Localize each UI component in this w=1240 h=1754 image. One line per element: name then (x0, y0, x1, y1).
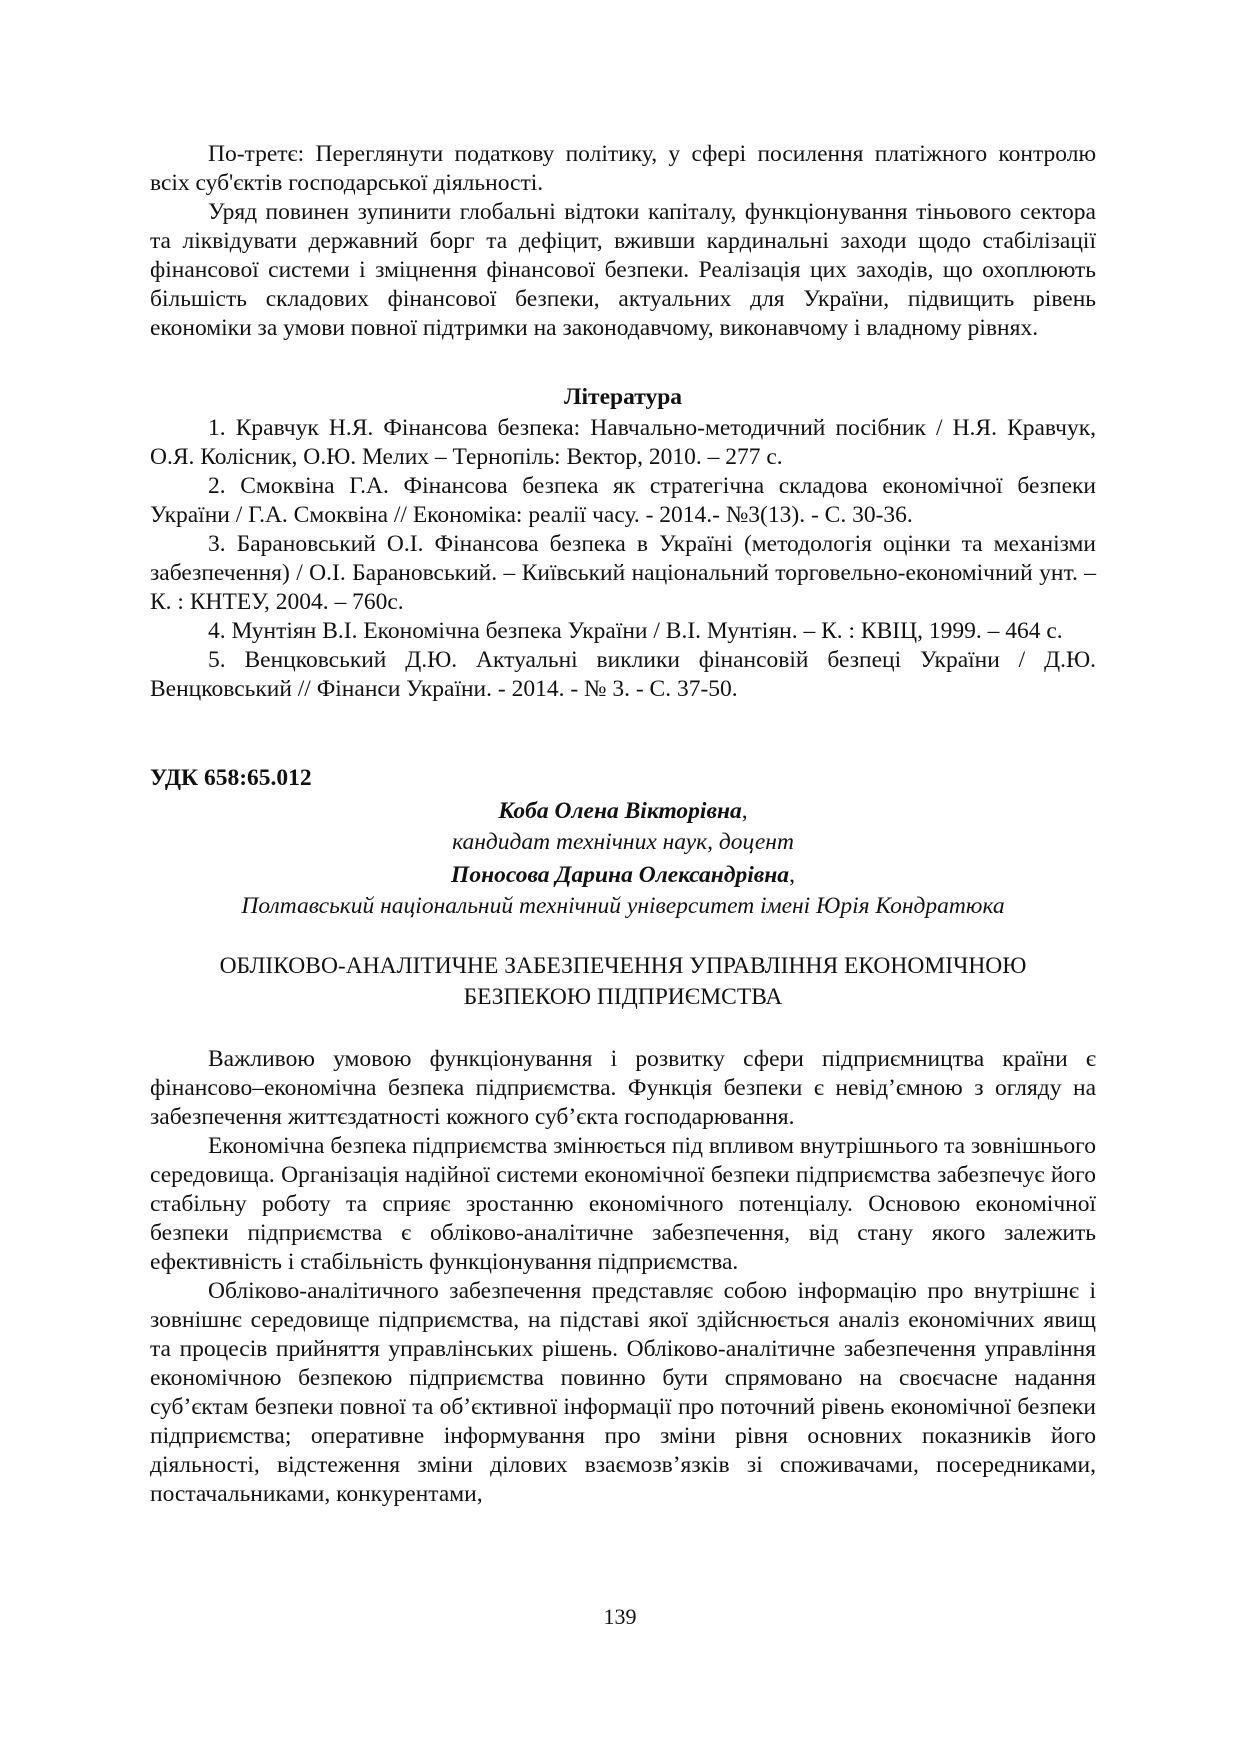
author-name-2: Поносова Дарина Олександрівна, (451, 862, 795, 888)
literature-item: 3. Барановський О.І. Фінансова безпека в Україні (методологія оцінки та механізми забезпечення) / О.І. Барановський. – Київський національний торговельно-економічний унт. – К. : КНТЕУ, 2004. – 760с. (150, 531, 1096, 615)
article-paragraph: Обліково-аналітичного забезпечення представляє собою інформацію про внутрішнє і зовнішнє середовище підприємства, на підставі якої здійснюється аналіз економічних явищ та процесів прийняття управлінських рішень. Обліково-аналітичне забезпечення управління економічною безпекою підприємства повинно бути спрямовано на своєчасне надання суб’єктам безпеки повної та об’єктивної інформації про поточний рівень економічної безпеки підприємства; оперативне інформування про зміни рівня основних показників його діяльності, відстеження зміни ділових взаємозв’язків зі споживачами, посередниками, постачальниками, конкурентами, (150, 1278, 1096, 1507)
literature-list (150, 414, 1096, 704)
literature-item: 1. Кравчук Н.Я. Фінансова безпека: Навчально-методичний посібник / Н.Я. Кравчук, О.Я. Колісник, О.Ю. Мелих – Тернопіль: Вектор, 2010. – 277 с. (150, 415, 1096, 470)
intro-paragraph: По-третє: Переглянути податкову політику, у сфері посилення платіжного контролю всіх суб'єктів господарської діяльності. (150, 141, 1096, 196)
article-paragraph: Важливою умовою функціонування і розвитку сфери підприємництва країни є фінансово–економічна безпека підприємства. Функція безпеки є невід’ємною з огляду на забезпечення життєздатності кожного суб’єкта господарювання. (150, 1046, 1096, 1130)
intro-paragraph: Уряд повинен зупинити глобальні відтоки капіталу, функціонування тіньового сектора та ліквідувати державний борг та дефіцит, вживши кардинальні заходи щодо стабілізації фінансової системи і зміцнення фінансової безпеки. Реалізація цих заходів, що охоплюють більшість складових фінансової безпеки, актуальних для України, підвищить рівень економіки за умови повної підтримки на законодавчому, виконавчому і владному рівнях. (150, 199, 1096, 341)
page-number: 139 (603, 1604, 637, 1629)
article-paragraph: Економічна безпека підприємства змінюється під впливом внутрішнього та зовнішнього середовища. Організація надійної системи економічної безпеки підприємства забезпечує його стабільну роботу та сприяє зростанню економічного потенціалу. Основою економічної безпеки підприємства є обліково-аналітичне забезпечення, від стану якого залежить ефективність і стабільність функціонування підприємства. (150, 1133, 1096, 1275)
article-title (150, 951, 1096, 1013)
udk-code: УДК 658:65.012 (150, 765, 312, 791)
author-title-1: кандидат технічних наук, доцент (452, 829, 794, 855)
page-body (150, 140, 1096, 1509)
literature-item: 2. Смоквіна Г.А. Фінансова безпека як стратегічна складова економічної безпеки України / Г.А. Смоквіна // Економіка: реалії часу. - 2014.- №3(13). - С. 30-36. (150, 473, 1096, 528)
literature-heading: Література (563, 384, 683, 410)
article-title-line-2: БЕЗПЕКОЮ ПІДПРИЄМСТВА (463, 984, 783, 1010)
literature-item: 4. Мунтіян В.І. Економічна безпека України / В.І. Мунтіян. – К. : КВІЦ, 1999. – 464 с. (208, 618, 1063, 644)
author-affiliation: Полтавський національний технічний університет імені Юрія Кондратюка (241, 893, 1005, 919)
article-title-line-1: ОБЛІКОВО-АНАЛІТИЧНЕ ЗАБЕЗПЕЧЕННЯ УПРАВЛІННЯ ЕКОНОМІЧНОЮ (219, 953, 1027, 979)
author-name-1: Коба Олена Вікторівна, (498, 798, 748, 824)
author-block (150, 797, 1096, 921)
literature-item: 5. Венцковський Д.Ю. Актуальні виклики фінансовій безпеці України / Д.Ю. Венцковський // Фінанси України. - 2014. - № 3. - С. 37-50. (150, 647, 1096, 702)
article-body (150, 1045, 1096, 1509)
